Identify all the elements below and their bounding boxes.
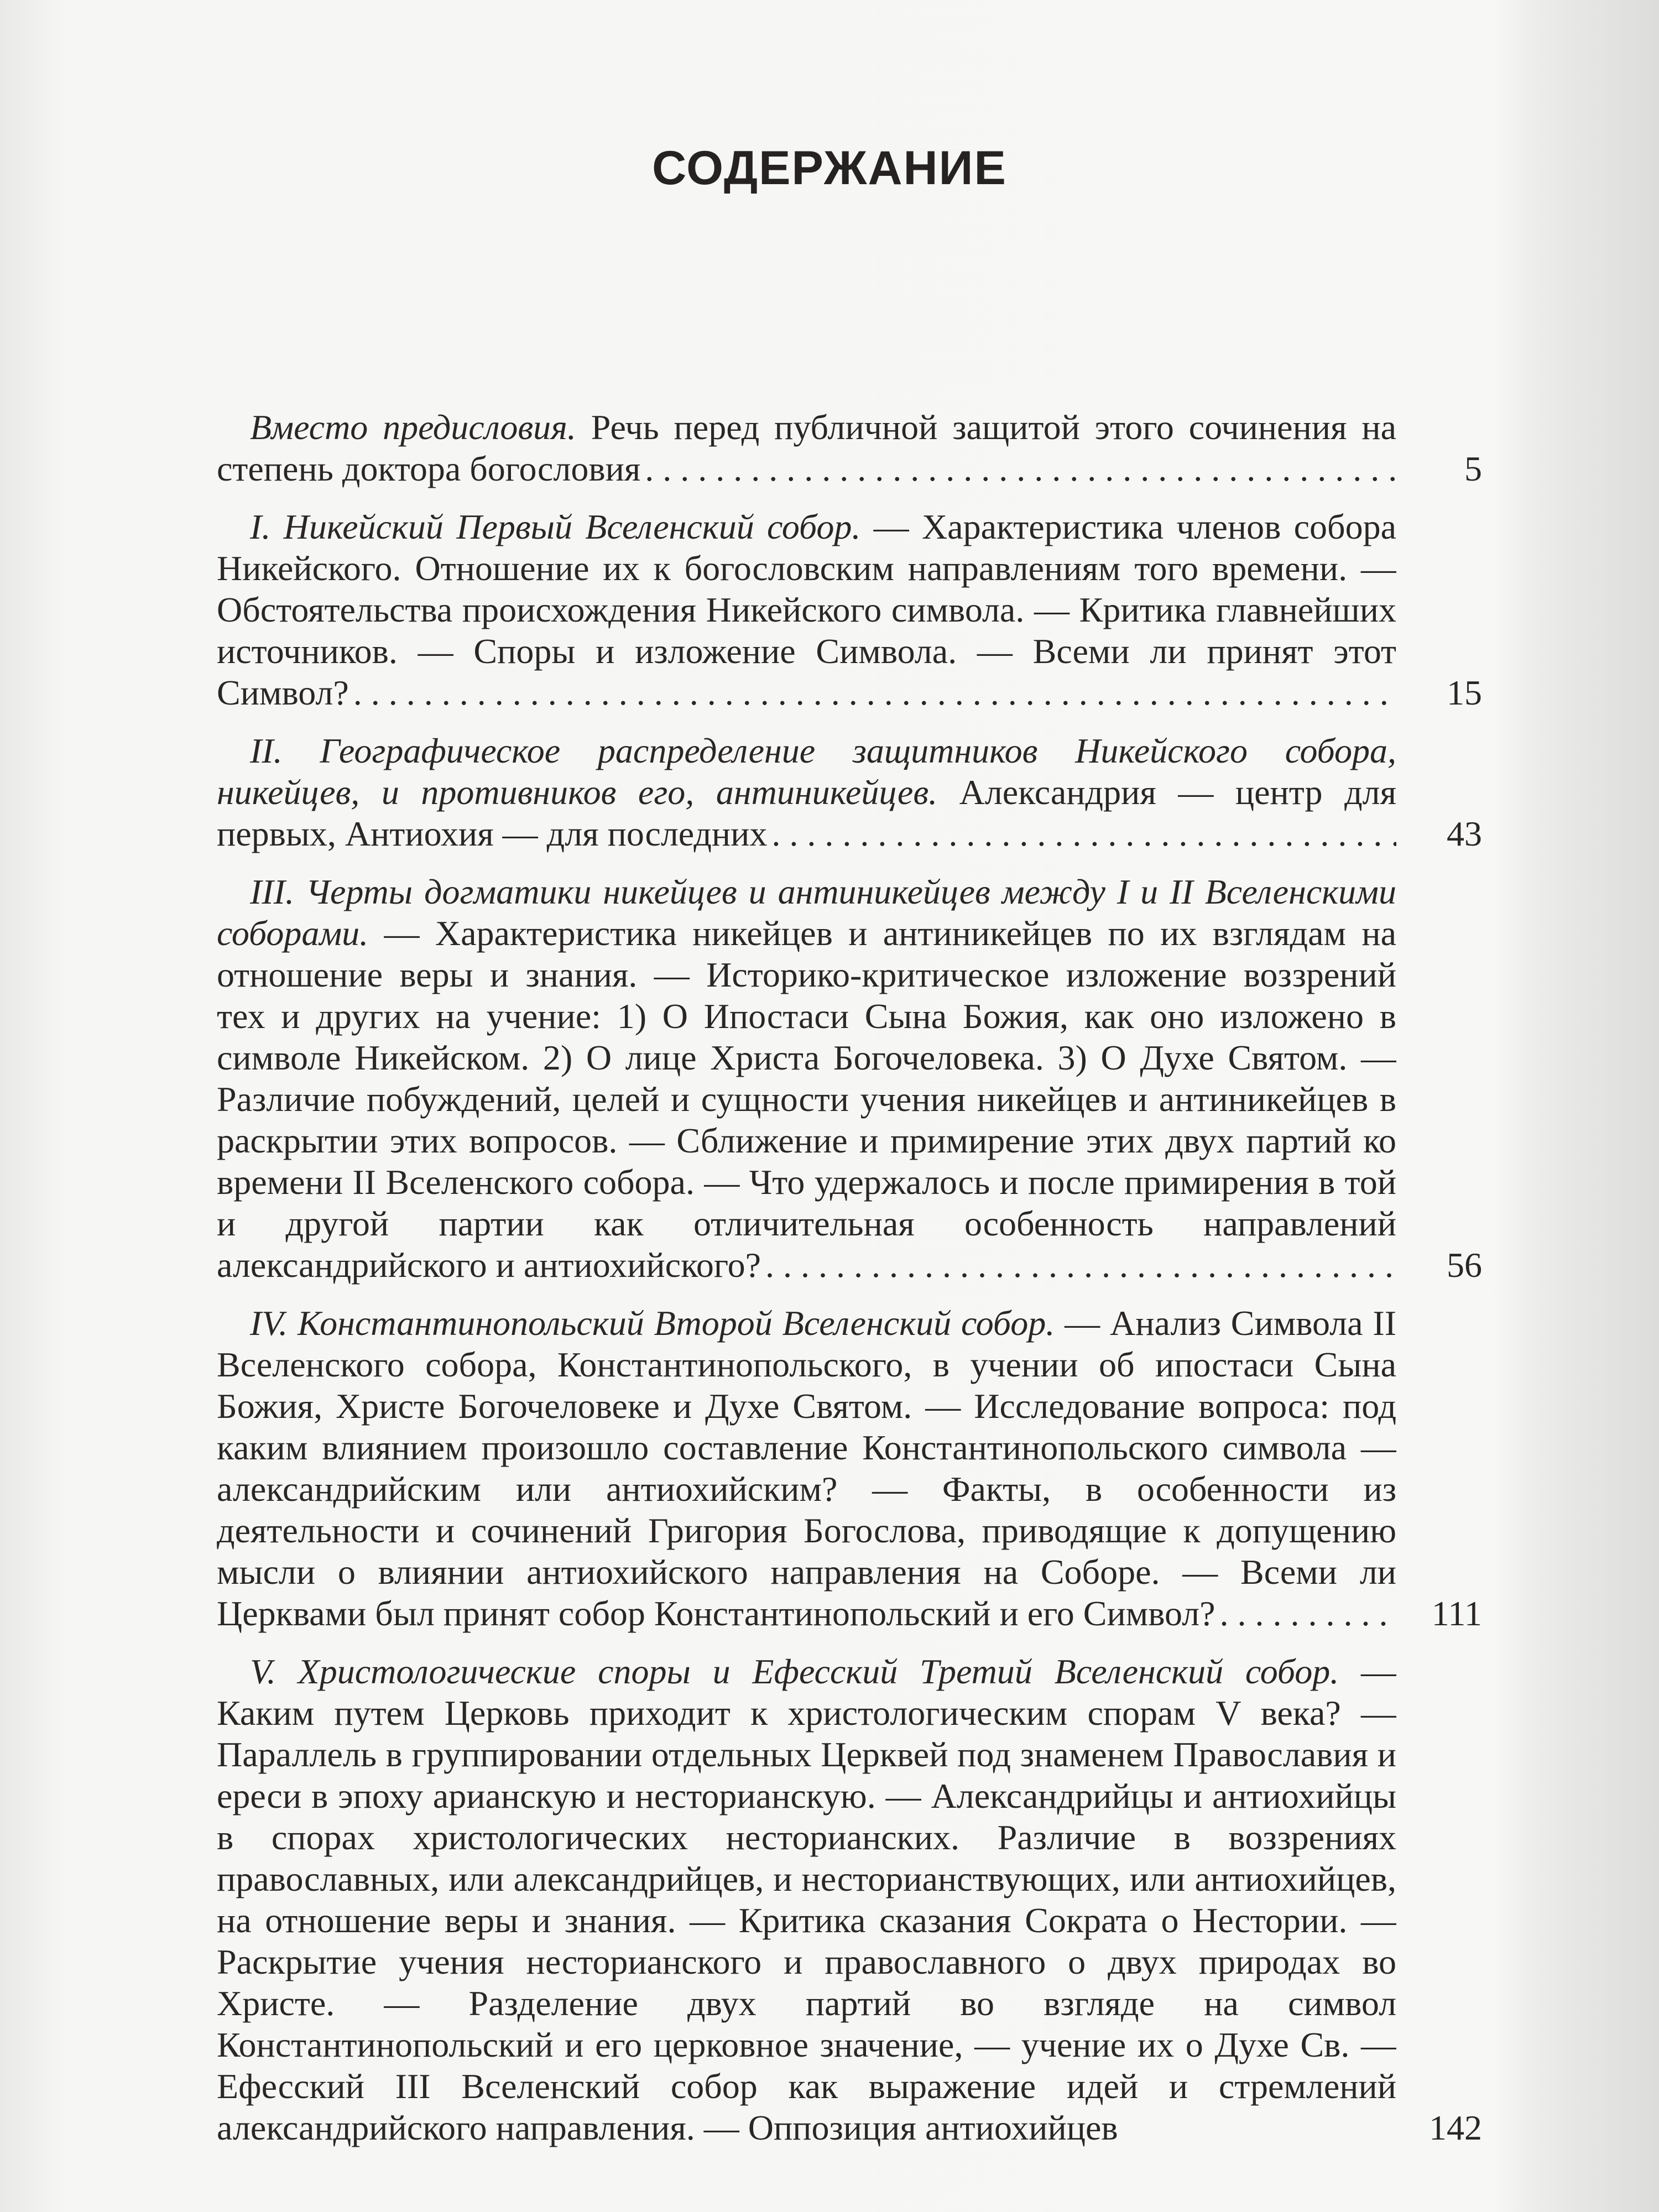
toc-entry-foreword	[217, 406, 1482, 489]
page-number: 15	[1447, 673, 1482, 712]
page-number: 56	[1447, 1245, 1482, 1285]
entry-heading: Вместо предисловия.	[250, 408, 576, 447]
entry-description: — Характеристика членов собора Никейского. Отношение их к богословским направлениям того времени. — Обстоятельства происхождения Никейского символа. — Критика главнейших источников. — Споры и изложение Символа. — Всеми ли принят этот Символ?	[217, 507, 1396, 712]
entry-description: Речь перед публичной защитой этого сочинения на степень доктора богословия	[217, 408, 1396, 488]
toc-entry-chapter-3	[217, 871, 1482, 1286]
entry-description: Александрия — центр для первых, Антиохия — для последних	[217, 773, 1396, 853]
entry-description: — Каким путем Церковь приходит к христологическим спорам V века? — Параллель в группировании отдельных Церквей под знаменем Православия и ереси в эпоху арианскую и несторианскую. — Александрийцы и антиохийцы в спорах христологических несторианских. Различие в воззрениях православных, или александрийцев, и несторианствующих, или антиохийцев, на отношение веры и знания. — Критика сказания Сократа о Нестории. — Раскрытие учения несторианского и православного о двух природах во Христе. — Разделение двух партий во взгляде на символ Константинопольский и его церковное значение, — учение их о Духе Св. — Ефесский III Вселенский собор как выражение идей и стремлений александрийского направления. — Оппозиция антиохийцев	[217, 1652, 1396, 2147]
entry-heading: IV. Константинопольский Второй Вселенский собор.	[250, 1303, 1055, 1343]
toc-entry-chapter-1	[217, 506, 1482, 713]
entry-description: — Характеристика никейцев и антиникейцев по их взглядам на отношение веры и знания. — Историко-критическое изложение воззрений тех и других на учение: 1) О Ипостаси Сына Божия, как оно изложено в символе Никейском. 2) О лице Христа Богочеловека. 3) О Духе Святом. — Различие побуждений, целей и сущности учения никейцев и антиникейцев в раскрытии этих вопросов. — Сближение и примирение этих двух партий ко времени II Вселенского собора. — Что удержалось и после примирения в той и другой партии как отличительная особенность направлений александрийского и антиохийского?	[217, 914, 1396, 1285]
page-number: 142	[1429, 2108, 1482, 2147]
page-number: 111	[1431, 1594, 1482, 1633]
toc-entry-chapter-4	[217, 1302, 1482, 1634]
entry-description: — Анализ Символа II Вселенского собора, Константинопольского, в учении об ипостаси Сына Божия, Христе Богочеловеке и Духе Святом. — Исследование вопроса: под каким влиянием произошло составление Константинопольского символа — александрийским или антиохийским? — Факты, в особенности из деятельности и сочинений Григория Богослова, приводящие к допущению мысли о влиянии антиохийского направления на Соборе. — Всеми ли Церквами был принят собор Константинопольский и его Символ?	[217, 1303, 1396, 1633]
toc-entry-chapter-2	[217, 730, 1482, 854]
toc-entry-chapter-5	[217, 1651, 1482, 2148]
entry-heading: II. Географическое распределение защитников Никейского собора, никейцев, и противников его, антиникейцев.	[217, 731, 1396, 812]
entry-heading: III. Черты догматики никейцев и антиникейцев между I и II Вселенскими соборами.	[217, 872, 1396, 953]
page-title: СОДЕРЖАНИЕ	[652, 142, 1007, 195]
entry-heading: V. Христологические споры и Ефесский Третий Вселенский собор.	[250, 1652, 1339, 1691]
page-number: 5	[1464, 449, 1482, 488]
page-number: 43	[1447, 814, 1482, 853]
table-of-contents	[217, 406, 1482, 2165]
entry-heading: I. Никейский Первый Вселенский собор.	[250, 507, 861, 546]
